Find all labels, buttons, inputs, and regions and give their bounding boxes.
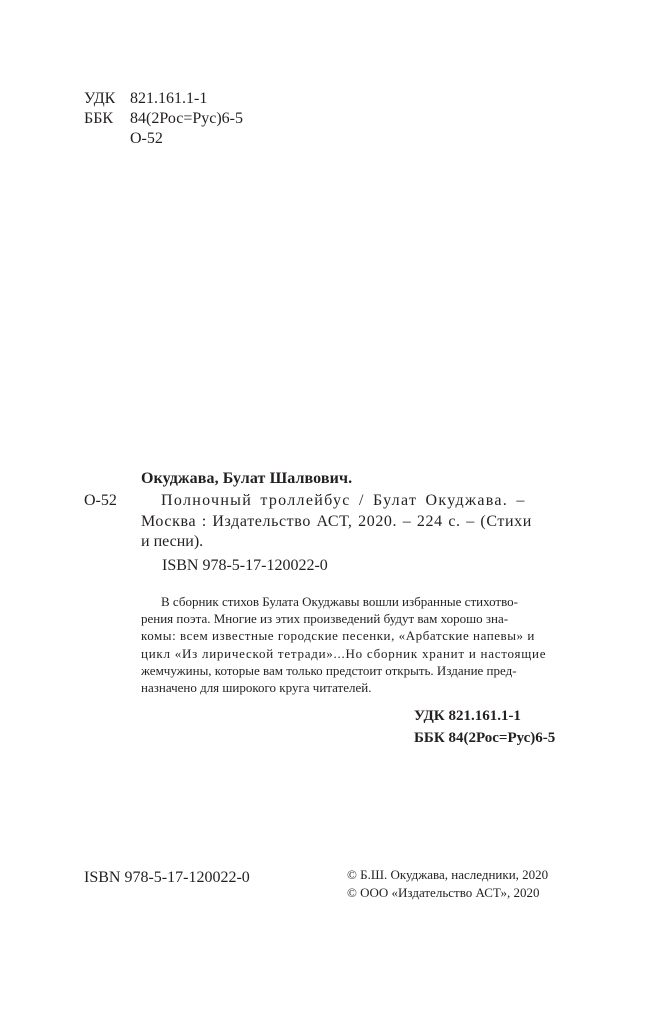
bib-line: и песни). — [141, 533, 204, 550]
annotation-paragraph — [141, 593, 580, 696]
bbk-code: ББК 84(2Рос=Рус)6-5 — [414, 730, 556, 746]
copyright-line-publisher: © ООО «Издательство АСТ», 2020 — [347, 884, 540, 900]
bbk-label: ББК — [84, 110, 114, 127]
classification-block-right — [414, 705, 555, 749]
copyright-block — [347, 866, 548, 901]
cutter-code: О-52 — [130, 130, 163, 147]
udk-row — [84, 89, 243, 109]
isbn-entry: ISBN 978-5-17-120022-0 — [162, 557, 328, 574]
annotation-line: комы: всем известные городские песенки, «Арбатские напевы» и — [141, 628, 535, 644]
annotation-line: В сборник стихов Булата Окуджавы вошли избранные стихотво- — [161, 594, 518, 609]
copyright-line-author: © Б.Ш. Окуджава, наследники, 2020 — [347, 867, 549, 882]
bibliographic-description — [141, 491, 580, 553]
bbk-value: 84(2Рос=Рус)6-5 — [130, 110, 244, 127]
annotation-line: жемчужины, которые вам только предстоит открыть. Издание пред- — [141, 662, 517, 678]
annotation-line: цикл «Из лирической тетради»...Но сборник хранит и настоящие — [141, 645, 547, 661]
bbk-row — [84, 109, 243, 129]
isbn-footer: ISBN 978-5-17-120022-0 — [84, 869, 250, 886]
udk-code: УДК 821.161.1-1 — [414, 708, 521, 724]
udk-label: УДК — [84, 90, 116, 107]
annotation-line: назначено для широкого круга читателей. — [141, 680, 372, 696]
cutter-code-entry: О-52 — [84, 492, 117, 509]
annotation-line: рения поэта. Многие из этих произведений будут вам хорошо зна- — [141, 611, 509, 627]
classification-block-top — [84, 89, 243, 149]
bib-line: Полночный троллейбус / Булат Окуджава. – — [161, 492, 526, 509]
cutter-row — [84, 129, 243, 149]
bib-line: Москва : Издательство АСТ, 2020. – 224 с. – (Стихи — [141, 512, 532, 530]
author-heading: Окуджава, Булат Шалвович. — [141, 470, 353, 487]
udk-value: 821.161.1-1 — [130, 90, 208, 107]
